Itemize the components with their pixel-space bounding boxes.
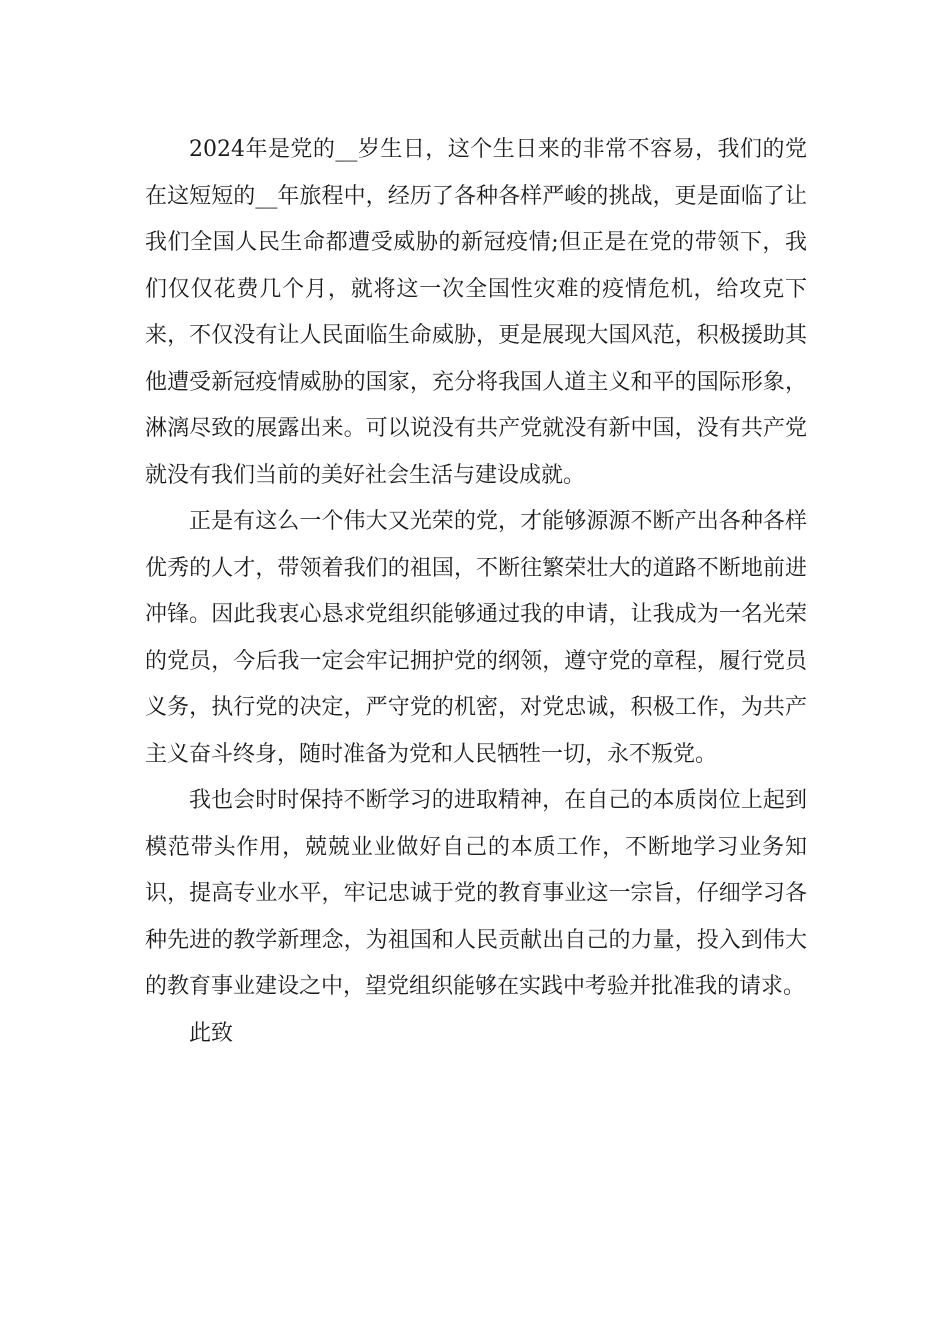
paragraph-1: 2024年是党的__岁生日，这个生日来的非常不容易，我们的党在这短短的__年旅程中，经历了各种各样严峻的挑战，更是面临了让我们全国人民生命都遭受威胁的新冠疫情;但正是在党的带领下，我们仅仅花费几个月，就将这一次全国性灾难的疫情危机，给攻克下来，不仅没有让人民面临生命威胁，更是展现大国风范，积极援助其他遭受新冠疫情威胁的国家，充分将我国人道主义和平的国际形象，淋漓尽致的展露出来。可以说没有共产党就没有新中国，没有共产党就没有我们当前的美好社会生活与建设成就。 <box>145 137 807 488</box>
paragraph-2: 正是有这么一个伟大又光荣的党，才能够源源不断产出各种各样优秀的人才，带领着我们的祖国，不断往繁荣壮大的道路不断地前进冲锋。因此我衷心恳求党组织能够通过我的申请，让我成为一名光荣的党员，今后我一定会牢记拥护党的纲领，遵守党的章程，履行党员义务，执行党的决定，严守党的机密，对党忠诚，积极工作，为共产主义奋斗终身，随时准备为党和人民牺牲一切，永不叛党。 <box>145 509 807 767</box>
document-page <box>145 127 807 1057</box>
paragraph-3: 我也会时时保持不断学习的进取精神，在自己的本质岗位上起到模范带头作用，兢兢业业做好自己的本质工作，不断地学习业务知识，提高专业水平，牢记忠诚于党的教育事业这一宗旨，仔细学习各种先进的教学新理念，为祖国和人民贡献出自己的力量，投入到伟大的教育事业建设之中，望党组织能够在实践中考验并批准我的请求。 <box>145 788 807 999</box>
closing-salutation: 此致 <box>189 1020 234 1046</box>
